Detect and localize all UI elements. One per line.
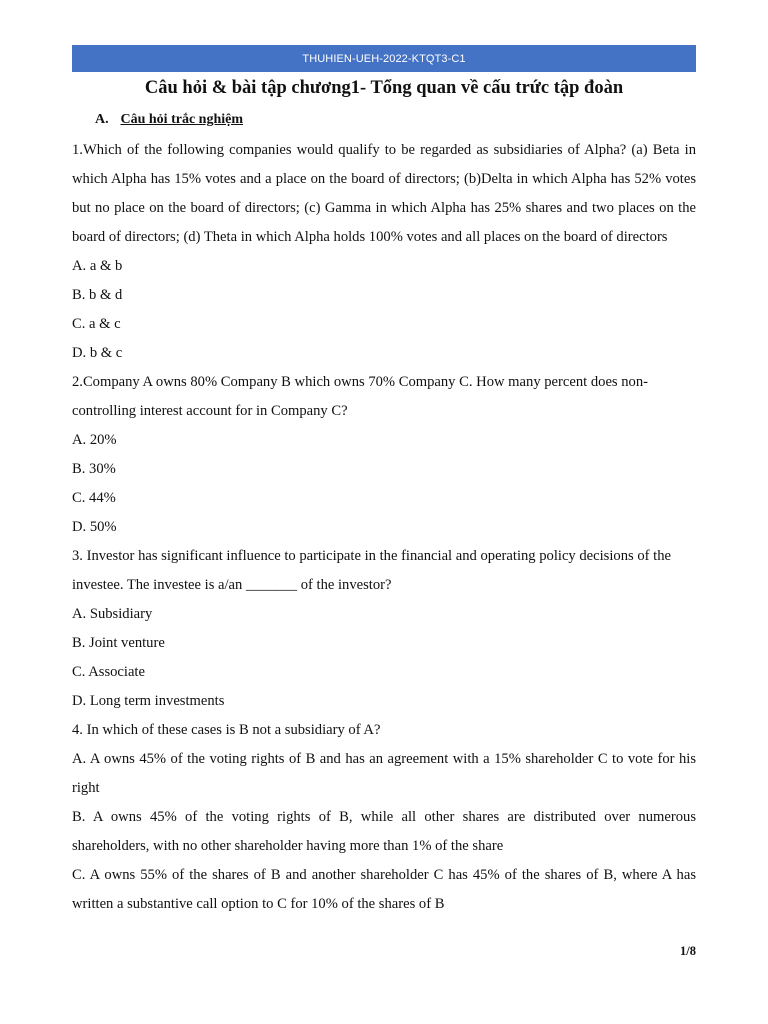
question-3-option-a: A. Subsidiary [72,606,153,622]
question-1-option-b: B. b & d [72,287,123,303]
question-2-option-b: B. 30% [72,461,116,477]
question-1-option-d: D. b & c [72,345,123,361]
header-label: THUHIEN-UEH-2022-KTQT3-C1 [302,52,466,65]
section-heading-text: Câu hỏi trắc nghiệm [120,112,243,127]
question-list [72,136,696,919]
document-header-band [72,45,696,72]
question-1-option-c: C. a & c [72,316,121,332]
question-1-stem: 1.Which of the following companies would qualify to be regarded as subsidiaries of Alpha? (a) Beta in which Alpha has 15% votes and a place on the board of directors; (b)Delta in which Alpha has 52% votes but no place on the board of directors; (c) Gamma in which Alpha has 25% shares and two places on the board of directors; (d) Theta in which Alpha holds 100% votes and all places on the board of directors [72,142,696,245]
section-heading [95,108,243,132]
section-letter: A. [95,112,109,127]
page-number: 1/8 [680,944,696,958]
question-3-option-c: C. Associate [72,664,145,680]
question-2-option-c: C. 44% [72,490,116,506]
question-3-option-d: D. Long term investments [72,693,225,709]
question-1-option-a: A. a & b [72,258,123,274]
question-4-stem: 4. In which of these cases is B not a subsidiary of A? [72,722,381,738]
question-3-option-b: B. Joint venture [72,635,165,651]
question-4-option-b: B. A owns 45% of the voting rights of B, while all other shares are distributed over numerous shareholders, with no other shareholder having more than 1% of the share [72,809,696,854]
document-title: Câu hỏi & bài tập chương1- Tổng quan về cấu trức tập đoàn [144,78,624,98]
question-3-stem: 3. Investor has significant influence to participate in the financial and operating policy decisions of the investee. The investee is a/an _______ of the investor? [72,548,671,593]
question-2-option-d: D. 50% [72,519,117,535]
question-2-option-a: A. 20% [72,432,117,448]
question-4-option-a: A. A owns 45% of the voting rights of B and has an agreement with a 15% shareholder C to vote for his right [72,751,696,796]
question-2-stem: 2.Company A owns 80% Company B which owns 70% Company C. How many percent does non-controlling interest account for in Company C? [72,374,648,419]
question-4-option-c: C. A owns 55% of the shares of B and another shareholder C has 45% of the shares of B, where A has written a substantive call option to C for 10% of the shares of B [72,867,696,912]
